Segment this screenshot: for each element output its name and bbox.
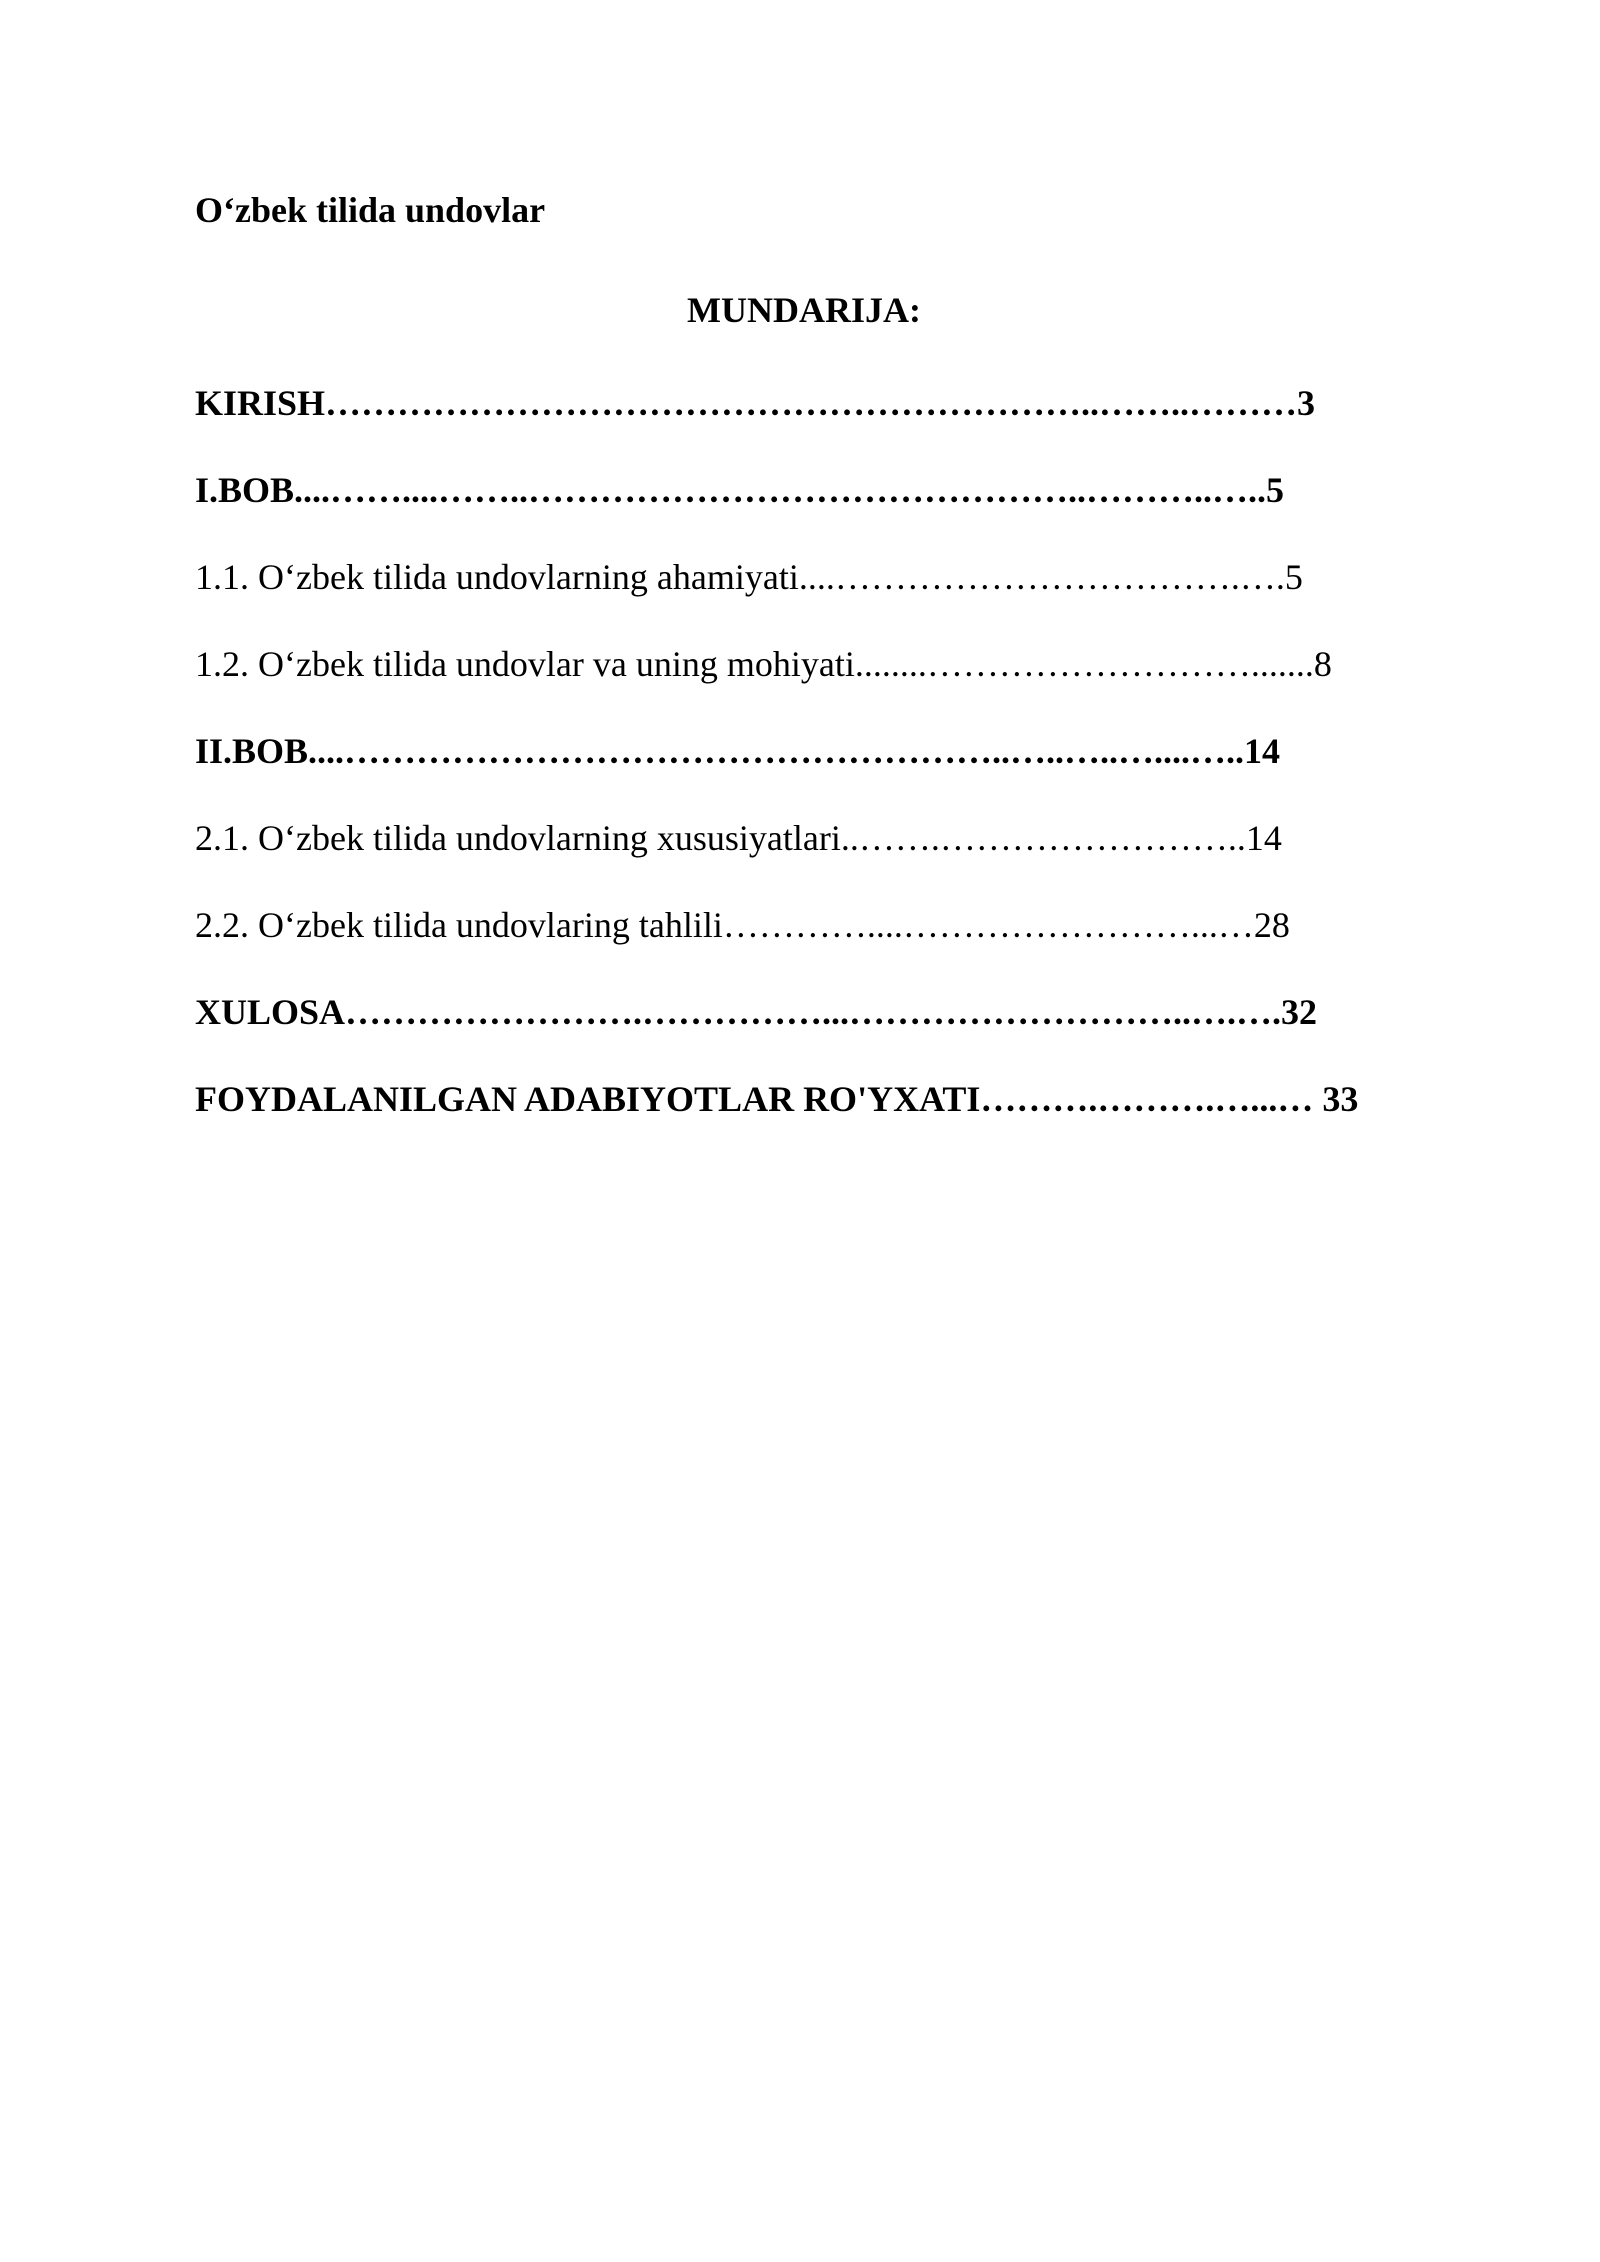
toc-heading: MUNDARIJA: <box>687 290 921 330</box>
toc-entry-xulosa: XULOSA…………………….……………...………………………..….….32 <box>195 992 1318 1032</box>
document-title: O‘zbek tilida undovlar <box>195 190 546 230</box>
toc-entry-2-1: 2.1. O‘zbek tilida undovlarning xususiyatlari..…….……………………..14 <box>195 818 1282 858</box>
toc-entry-1-1: 1.1. O‘zbek tilida undovlarning ahamiyati....…………………………….….5 <box>195 557 1303 597</box>
toc-entry-2-2: 2.2. O‘zbek tilida undovlaring tahlili…………....……………………...…28 <box>195 905 1290 945</box>
toc-entry-kirish: KIRISH………………………………………………………..……..………3 <box>195 383 1316 423</box>
toc-entry-bibliography: FOYDALANILGAN ADABIYOTLAR RO'YXATI……….……….…...… 33 <box>195 1079 1359 1119</box>
toc-entry-bob-2: II.BOB....………………………………………………..…..…..…....…..14 <box>195 731 1281 771</box>
toc-entry-bob-1: I.BOB....……....……..………………………………………..………..…..5 <box>195 470 1285 510</box>
toc-entry-1-2: 1.2. O‘zbek tilida undovlar va uning mohiyati........……………………….......8 <box>195 644 1332 684</box>
